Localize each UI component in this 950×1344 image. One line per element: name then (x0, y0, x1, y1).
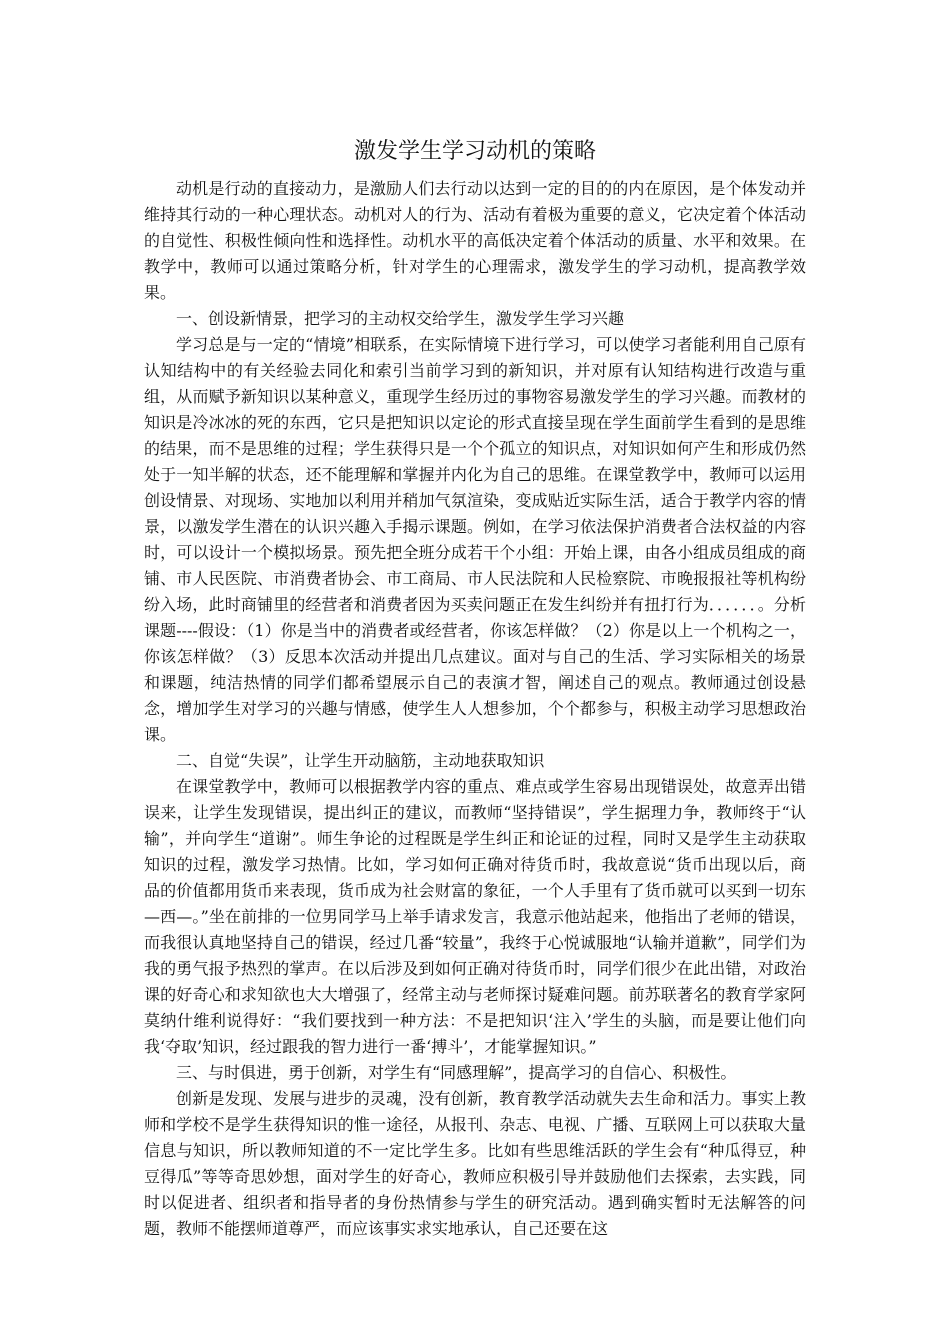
document-title: 激发学生学习动机的策略 (353, 139, 596, 164)
section-heading-3: 三、与时俱进，勇于创新，对学生有“同感理解”，提高学习的自信心、积极性。 (176, 1063, 737, 1082)
section-heading-2: 二、自觉“失误”，让学生开动脑筋，主动地获取知识 (176, 751, 545, 770)
paragraph-section-3: 创新是发现、发展与进步的灵魂，没有创新，教育教学活动就失去生命和活力。事实上教师和学校不是学生获得知识的惟一途径，从报刊、杂志、电视、广播、互联网上可以获取大量信息与知识，所以教师知道的不一定比学生多。比如有些思维活跃的学生会有“种瓜得豆，种豆得瓜”等等奇思妙想，面对学生的好奇心，教师应积极引导并鼓励他们去探索，去实践，同时以促进者、组织者和指导者的身份热情参与学生的研究活动。遇到确实暂时无法解答的问题，教师不能摆师道尊严，而应该事实求实地承认，自己还要在这 (144, 1089, 806, 1238)
paragraph-intro: 动机是行动的直接动力，是激励人们去行动以达到一定的目的的内在原因，是个体发动并维持其行动的一种心理状态。动机对人的行为、活动有着极为重要的意义，它决定着个体活动的自觉性、积极性倾向性和选择性。动机水平的高低决定着个体活动的质量、水平和效果。在教学中，教师可以通过策略分析，针对学生的心理需求，激发学生的学习动机，提高教学效果。 (144, 179, 806, 302)
paragraph-section-1: 学习总是与一定的“情境”相联系，在实际情境下进行学习，可以使学习者能利用自己原有认知结构中的有关经验去同化和索引当前学习到的新知识，并对原有认知结构进行改造与重组，从而赋予新知识以某种意义，重现学生经历过的事物容易激发学生的学习兴趣。而教材的知识是冷冰冰的死的东西，它只是把知识以定论的形式直接呈现在学生面前学生看到的是思维的结果，而不是思维的过程；学生获得只是一个个孤立的知识点，对知识如何产生和形成仍然处于一知半解的状态，还不能理解和掌握并内化为自己的思维。在课堂教学中，教师可以运用创设情景、对现场、实地加以利用并稍加气氛渲染，变成贴近实际生活，适合于教学内容的情景，以激发学生潜在的认识兴趣入手揭示课题。例如，在学习依法保护消费者合法权益的内容时，可以设计一个模拟场景。预先把全班分成若干个小组：开始上课，由各小组成员组成的商铺、市人民医院、市消费者协会、市工商局、市人民法院和人民检察院、市晚报报社等机构纷纷入场，此时商铺里的经营者和消费者因为买卖问题正在发生纠纷并有扭打行为．．．．．．。分析课题----假设：（1）你是当中的消费者或经营者，你该怎样做？（2）你是以上一个机构之一，你该怎样做？（3）反思本次活动并提出几点建议。面对与自己的生活、学习实际相关的场景和课题，纯洁热情的同学们都希望展示自己的表演才智，阐述自己的观点。教师通过创设悬念，增加学生对学习的兴趣与情感，使学生人人想参加，个个都参与，积极主动学习思想政治课。 (144, 335, 806, 744)
paragraph-section-2: 在课堂教学中，教师可以根据教学内容的重点、难点或学生容易出现错误处，故意弄出错误来，让学生发现错误，提出纠正的建议，而教师“坚持错误”，学生据理力争，教师终于“认输”，并向学生“道谢”。师生争论的过程既是学生纠正和论证的过程，同时又是学生主动获取知识的过程，激发学习热情。比如，学习如何正确对待货币时，我故意说“货币出现以后，商品的价值都用货币来表现，货币成为社会财富的象征，一个人手里有了货币就可以买到一切东—西—。”坐在前排的一位男同学马上举手请求发言，我意示他站起来，他指出了老师的错误，而我很认真地坚持自己的错误，经过几番“较量”，我终于心悦诚服地“认输并道歉”，同学们为我的勇气报予热烈的掌声。在以后涉及到如何正确对待货币时，同学们很少在此出错，对政治课的好奇心和求知欲也大大增强了，经常主动与老师探讨疑难问题。前苏联著名的教育学家阿莫纳什维利说得好：“我们要找到一种方法：不是把知识‘注入’学生的头脑，而是要让他们向我‘夺取’知识，经过跟我的智力进行一番‘搏斗’，才能掌握知识。” (144, 777, 806, 1056)
section-heading-1: 一、创设新情景，把学习的主动权交给学生，激发学生学习兴趣 (176, 309, 625, 328)
